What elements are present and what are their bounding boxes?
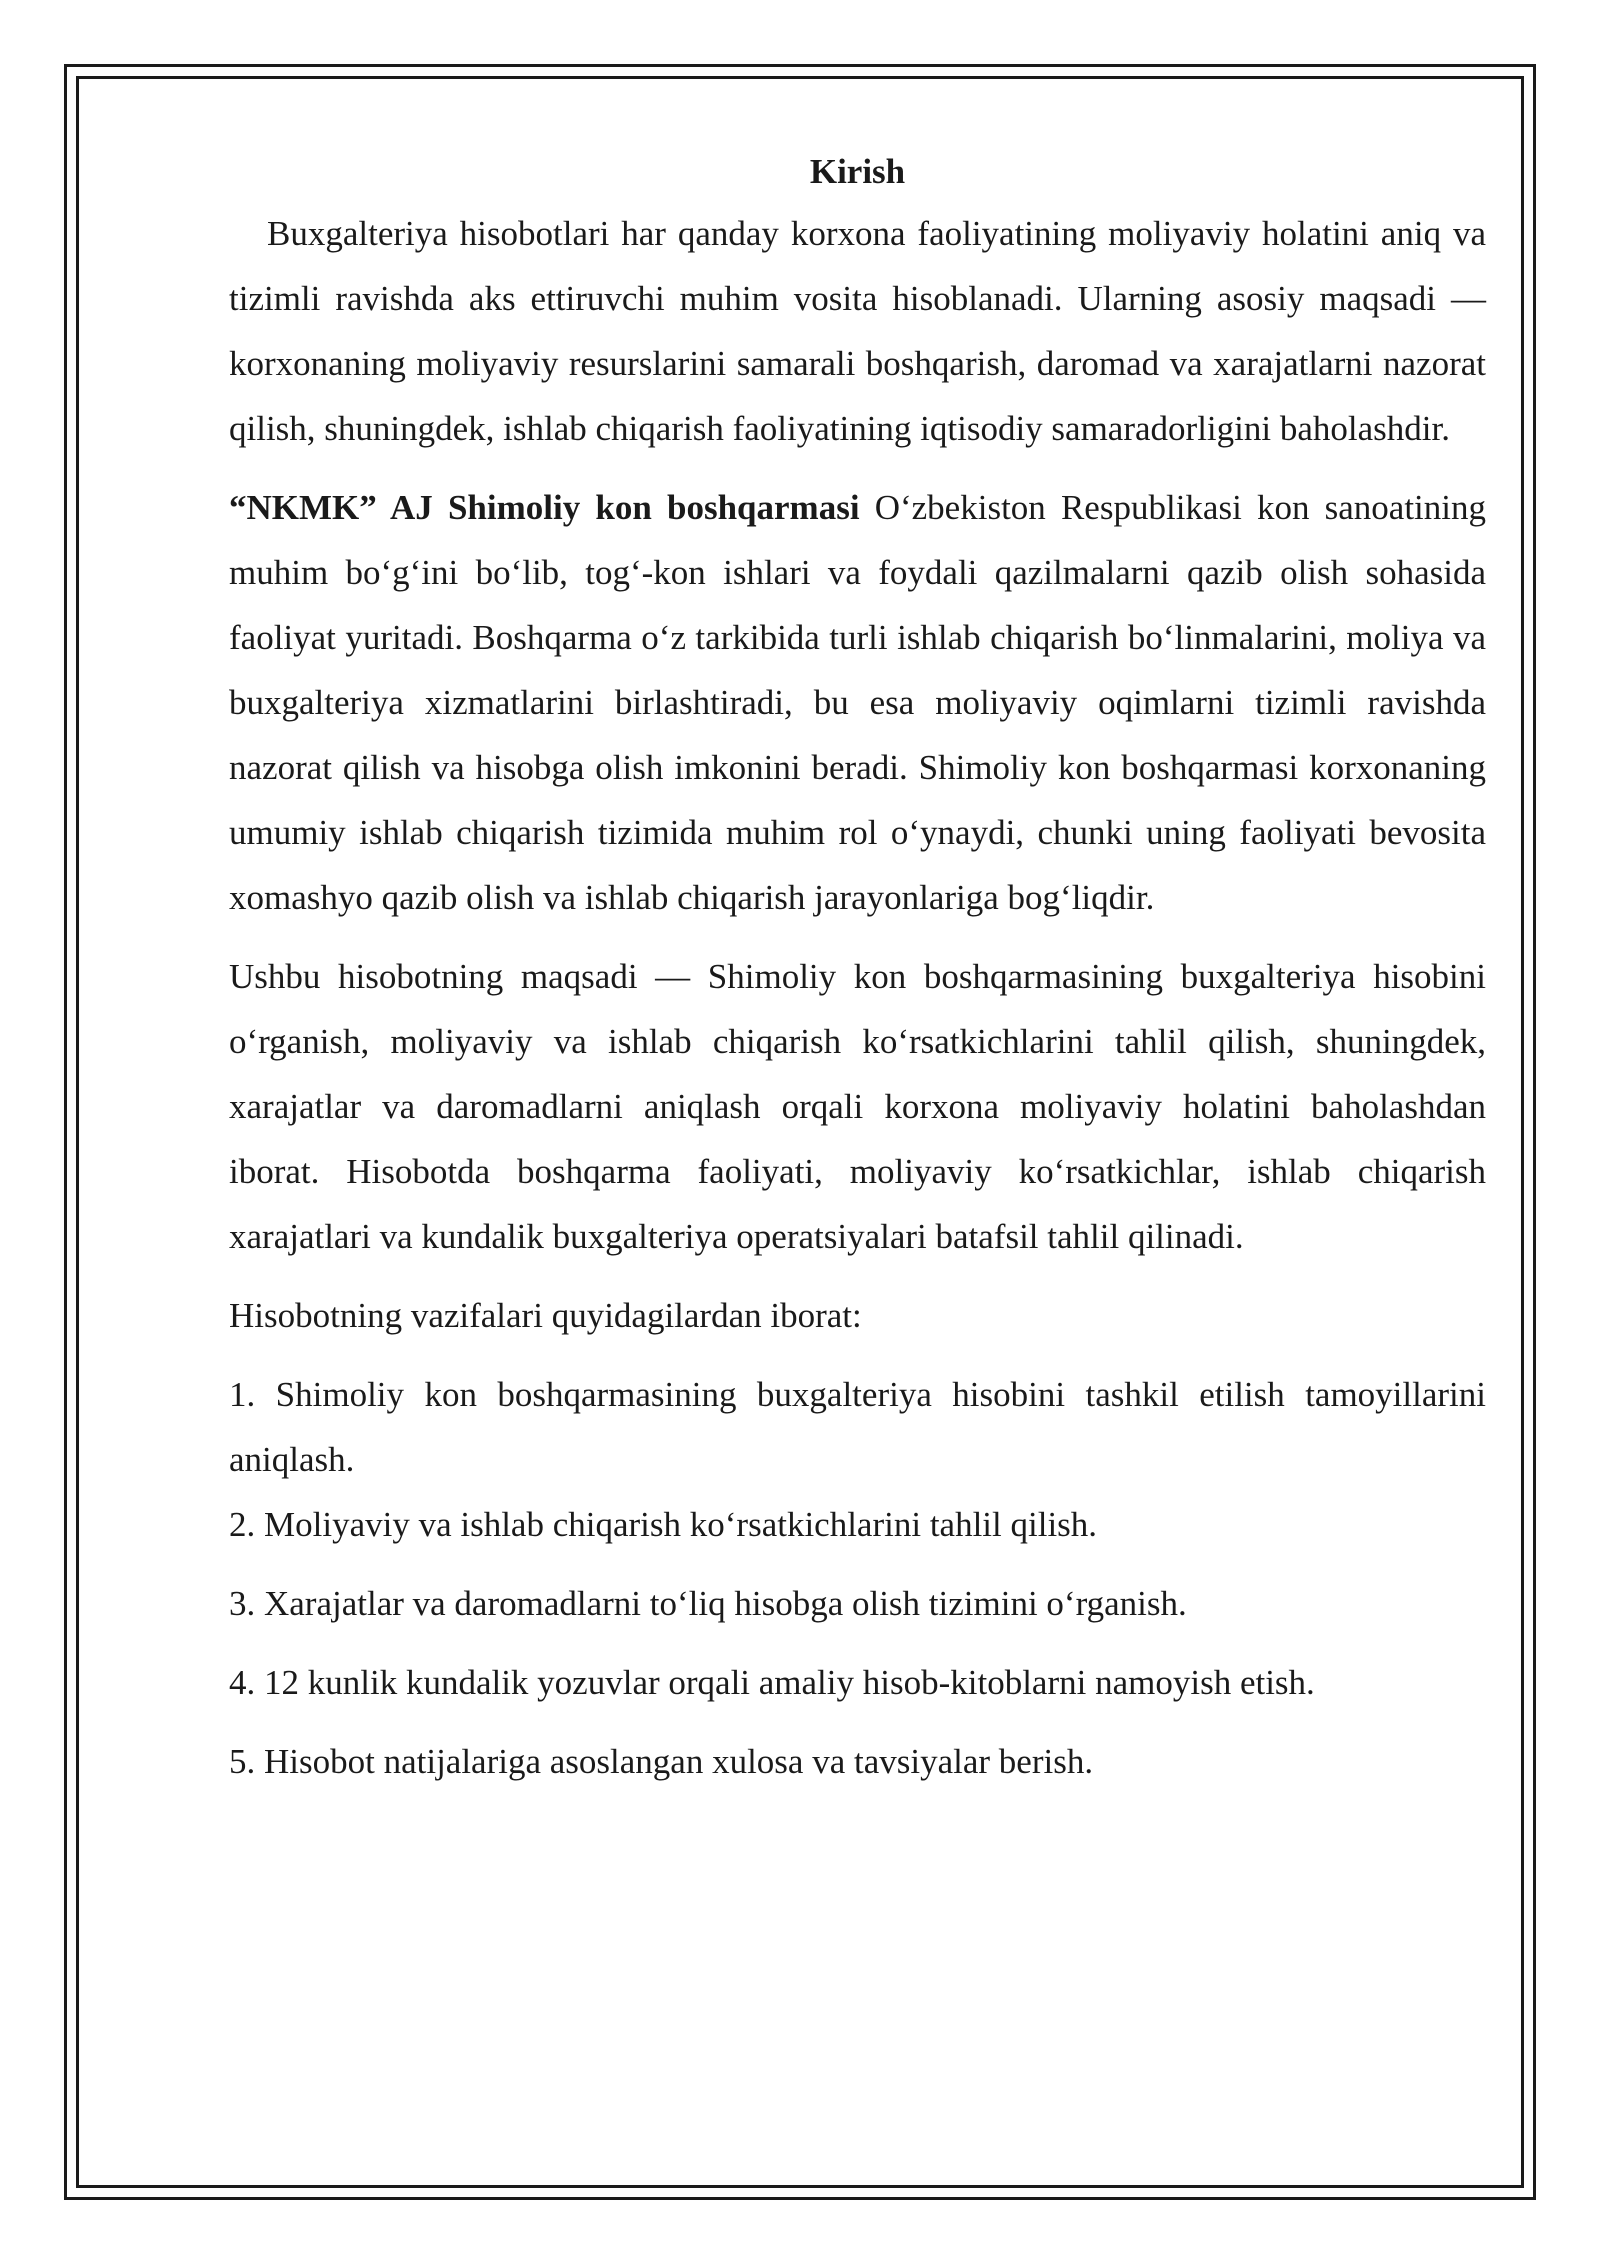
- paragraph-intro: Buxgalteriya hisobotlari har qanday korxona faoliyatining moliyaviy holatini aniq va tizimli ravishda aks ettiruvchi muhim vosita hisoblanadi. Ularning asosiy maqsadi — korxonaning moliyaviy resurslarini samarali boshqarish, daromad va xarajatlarni nazorat qilish, shuningdek, ishlab chiqarish faoliyatining iqtisodiy samaradorligini baholashdir.: [229, 214, 1486, 448]
- task-item: 1. Shimoliy kon boshqarmasining buxgalteriya hisobini tashkil etilish tamoyillarini aniqlash.: [229, 1375, 1486, 1479]
- document-title: Kirish: [809, 152, 906, 191]
- task-item: 3. Xarajatlar va daromadlarni to‘liq hisobga olish tizimini o‘rganish.: [229, 1584, 1187, 1623]
- document-body: [229, 147, 1486, 1794]
- tasks-intro: Hisobotning vazifalari quyidagilardan iborat:: [229, 1296, 862, 1335]
- company-name: “NKMK” AJ Shimoliy kon boshqarmasi: [229, 488, 860, 527]
- task-item: 2. Moliyaviy va ishlab chiqarish ko‘rsatkichlarini tahlil qilish.: [229, 1505, 1098, 1544]
- task-item: 5. Hisobot natijalariga asoslangan xulosa va tavsiyalar berish.: [229, 1742, 1094, 1781]
- paragraph-purpose: Ushbu hisobotning maqsadi — Shimoliy kon boshqarmasining buxgalteriya hisobini o‘rganish, moliyaviy va ishlab chiqarish ko‘rsatkichlarini tahlil qilish, shuningdek, xarajatlar va daromadlarni aniqlash orqali korxona moliyaviy holatini baholashdan iborat. Hisobotda boshqarma faoliyati, moliyaviy ko‘rsatkichlar, ishlab chiqarish xarajatlari va kundalik buxgalteriya operatsiyalari batafsil tahlil qilinadi.: [229, 957, 1486, 1256]
- paragraph-company: [229, 475, 1486, 930]
- paragraph-company-text: O‘zbekiston Respublikasi kon sanoatining muhim bo‘g‘ini bo‘lib, tog‘-kon ishlari va foydali qazilmalarni qazib olish sohasida faoliyat yuritadi. Boshqarma o‘z tarkibida turli ishlab chiqarish bo‘linmalarini, moliya va buxgalteriya xizmatlarini birlashtiradi, bu esa moliyaviy oqimlarni tizimli ravishda nazorat qilish va hisobga olish imkonini beradi. Shimoliy kon boshqarmasi korxonaning umumiy ishlab chiqarish tizimida muhim rol o‘ynaydi, chunki uning faoliyati bevosita xomashyo qazib olish va ishlab chiqarish jarayonlariga bog‘liqdir.: [229, 488, 1487, 917]
- task-item: 4. 12 kunlik kundalik yozuvlar orqali amaliy hisob-kitoblarni namoyish etish.: [229, 1663, 1315, 1702]
